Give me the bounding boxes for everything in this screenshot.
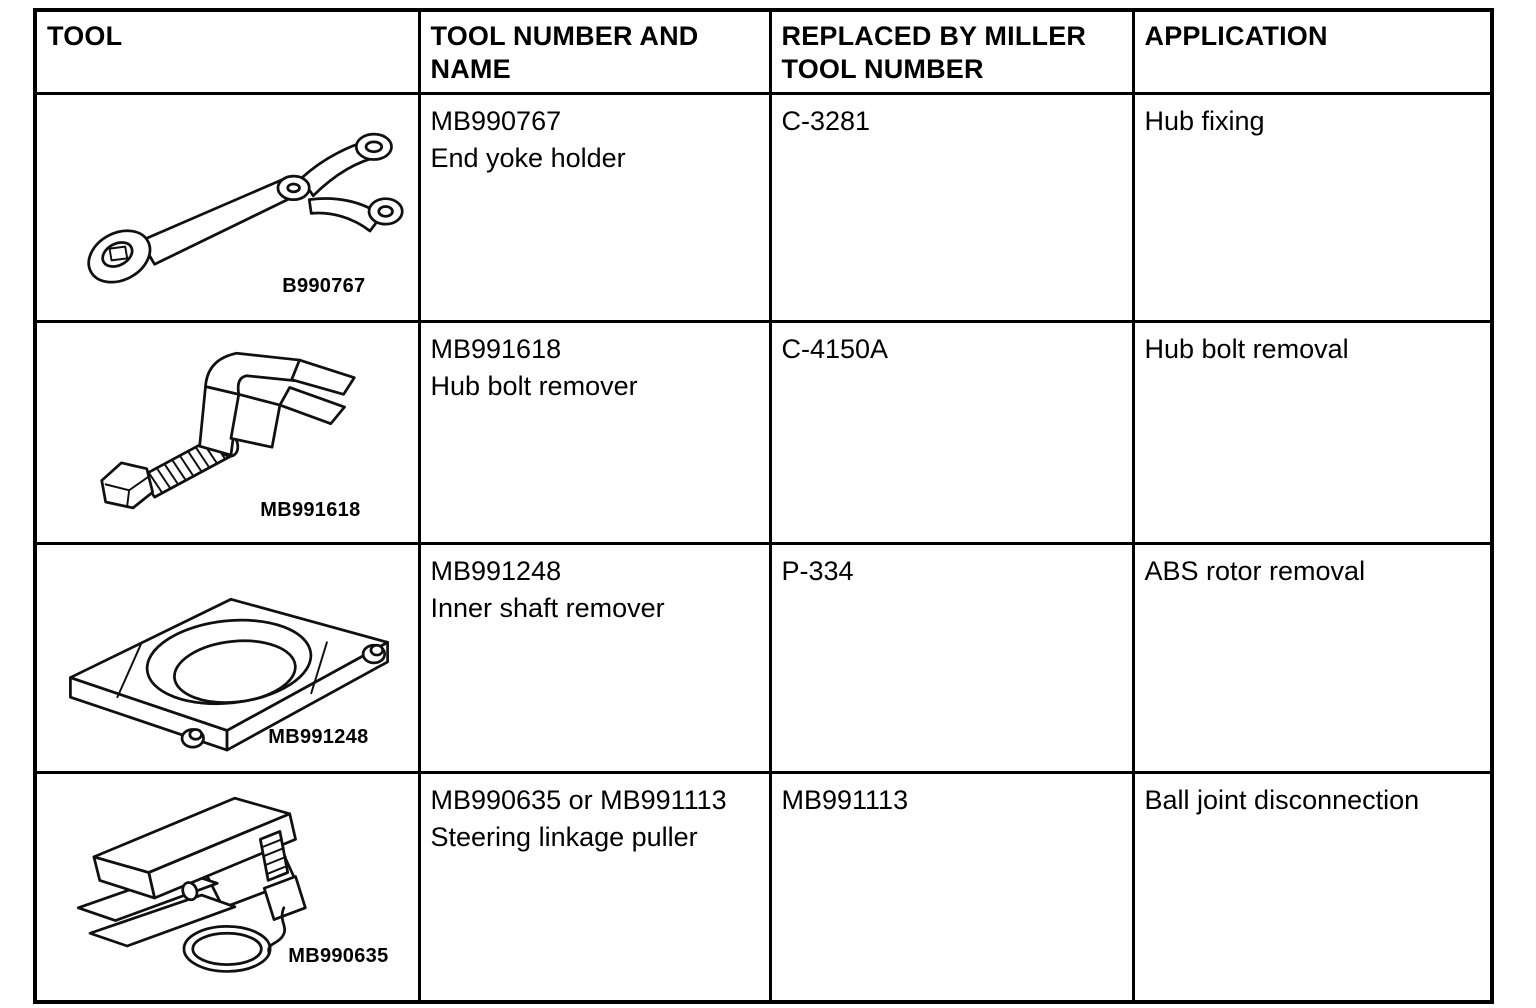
miller-tool-number: C-4150A — [781, 333, 889, 364]
table-row — [35, 93, 1492, 321]
application-text: Hub bolt removal — [1144, 333, 1349, 364]
application-text: ABS rotor removal — [1144, 555, 1366, 586]
table-row — [35, 321, 1492, 543]
tool-name: End yoke holder — [430, 143, 626, 174]
tool-number-name-cell — [419, 321, 770, 543]
tool-number: MB991618 — [430, 333, 562, 364]
figure-label: MB990635 — [288, 945, 389, 968]
figure-label: MB991618 — [260, 498, 361, 521]
replaced-by-cell — [770, 93, 1133, 321]
application-cell — [1133, 772, 1492, 1002]
miller-tool-number: P-334 — [781, 555, 854, 586]
tool-number-name-cell — [419, 543, 770, 772]
replaced-by-cell — [770, 321, 1133, 543]
table-row — [35, 772, 1492, 1002]
tool-number: MB991248 — [430, 555, 562, 586]
header-application: APPLICATION — [1133, 10, 1492, 93]
header-tool-number-and-name: TOOL NUMBER AND NAME — [419, 10, 770, 93]
special-tools-table — [33, 8, 1494, 1004]
tool-name: Steering linkage puller — [430, 822, 698, 853]
miller-tool-number: C-3281 — [781, 105, 871, 136]
application-text: Ball joint disconnection — [1144, 784, 1420, 815]
application-cell — [1133, 93, 1492, 321]
header-replaced-by-miller: REPLACED BY MILLER TOOL NUMBER — [770, 10, 1133, 93]
application-text: Hub fixing — [1144, 105, 1265, 136]
tool-number-name-cell — [419, 93, 770, 321]
header-tool: TOOL — [35, 10, 419, 93]
table-row — [35, 543, 1492, 772]
figure-label: MB991248 — [268, 725, 369, 748]
tool-name: Hub bolt remover — [430, 371, 638, 402]
miller-tool-number: MB991113 — [781, 784, 909, 815]
header-row — [35, 10, 1492, 93]
tool-name: Inner shaft remover — [430, 593, 665, 624]
tool-illustration-cell — [35, 772, 419, 1002]
replaced-by-cell — [770, 772, 1133, 1002]
tool-illustration-cell — [35, 321, 419, 543]
tool-number-name-cell — [419, 772, 770, 1002]
figure-label: B990767 — [282, 274, 366, 297]
tool-number: MB990767 — [430, 105, 562, 136]
tool-number: MB990635 or MB991113 — [430, 784, 727, 815]
replaced-by-cell — [770, 543, 1133, 772]
tool-illustration-cell — [35, 543, 419, 772]
application-cell — [1133, 543, 1492, 772]
application-cell — [1133, 321, 1492, 543]
tool-illustration-cell — [35, 93, 419, 321]
